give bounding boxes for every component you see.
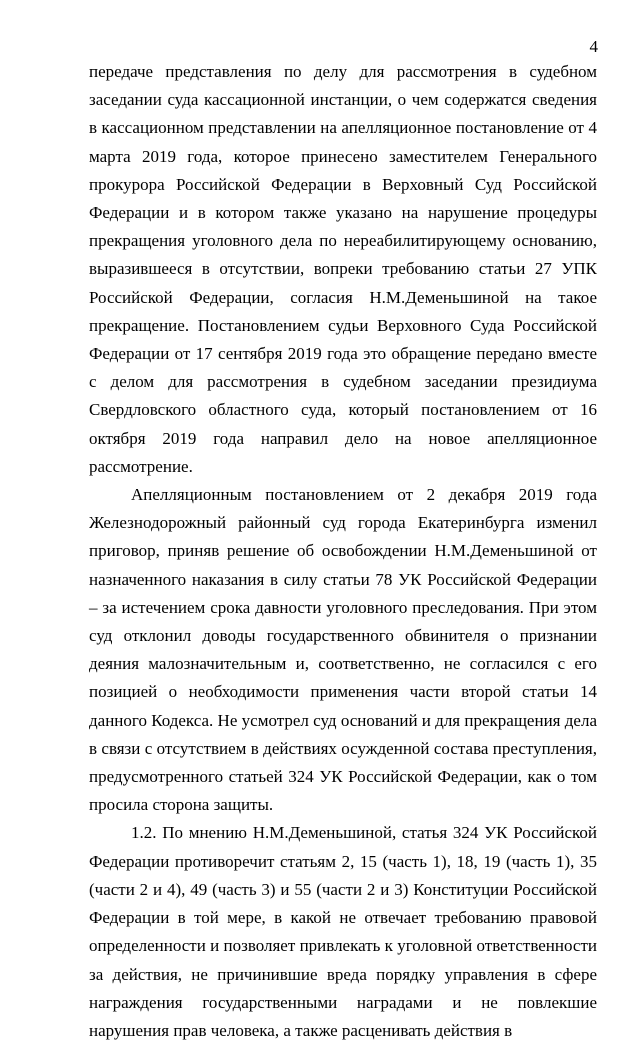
paragraph-section-1-2: 1.2. По мнению Н.М.Деменьшиной, статья 324 УК Российской Федерации противоречит статьям 2, 15 (часть 1), 18, 19 (часть 1), 35 (части 2 и 4), 49 (часть 3) и 55 (части 2 и 3) Конституции Российской Федерации в той мере, в какой не отвечает требованию правовой определенности и позволяет привлекать к уголовной ответственности за действия, не причинившие вреда порядку управления в сфере награждения государственными наградами и не повлекшие нарушения прав человека, а также расценивать действия в [89, 823, 597, 1040]
paragraph-appeal-ruling: Апелляционным постановлением от 2 декабря 2019 года Железнодорожный районный суд города Екатеринбурга изменил приговор, приняв решение об освобождении Н.М.Деменьшиной от назначенного наказания в силу статьи 78 УК Российской Федерации – за истечением срока давности уголовного преследования. При этом суд отклонил доводы государственного обвинителя о признании деяния малозначительным и, соответственно, не согласился с его позицией о необходимости применения части второй статьи 14 данного Кодекса. Не усмотрел суд оснований и для прекращения дела в связи с отсутствием в действиях осужденной состава преступления, предусмотренного статьей 324 УК Российской Федерации, как о том просила сторона защиты. [89, 485, 597, 815]
document-body [89, 58, 597, 1045]
page-number: 4 [589, 37, 598, 56]
paragraph-continuation: передаче представления по делу для рассмотрения в судебном заседании суда кассационной инстанции, о чем содержатся сведения в кассационном представлении на апелляционное постановление от 4 марта 2019 года, которое принесено заместителем Генерального прокурора Российской Федерации в Верховный Суд Российской Федерации и в котором также указано на нарушение процедуры прекращения уголовного дела по нереабилитирующему основанию, выразившееся в отсутствии, вопреки требованию статьи 27 УПК Российской Федерации, согласия Н.М.Деменьшиной на такое прекращение. Постановлением судьи Верховного Суда Российской Федерации от 17 сентября 2019 года это обращение передано вместе с делом для рассмотрения в судебном заседании президиума Свердловского областного суда, который постановлением от 16 октября 2019 года направил дело на новое апелляционное рассмотрение. [89, 62, 597, 476]
